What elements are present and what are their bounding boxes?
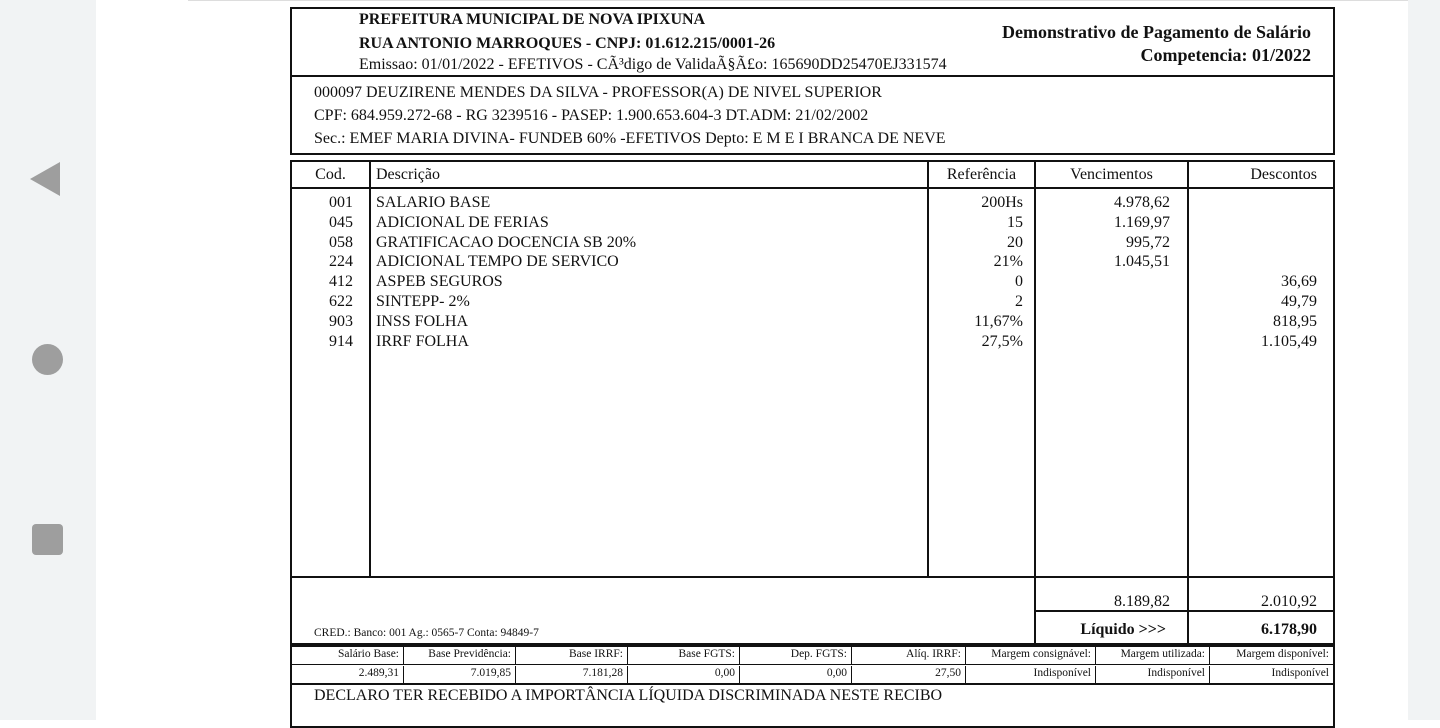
org-name: PREFEITURA MUNICIPAL DE NOVA IPIXUNA (359, 11, 706, 28)
base-label: Dep. FGTS: (740, 647, 852, 664)
row-vencimentos: 4.978,62 (1114, 194, 1170, 211)
row-cod: 412 (329, 273, 353, 290)
base-label: Margem disponível: (1236, 648, 1329, 660)
table-body-bottom (290, 576, 1335, 578)
home-circle-icon[interactable] (32, 344, 63, 375)
row-cod: 045 (329, 214, 353, 231)
liquido-label: Líquido >>> (1080, 621, 1166, 638)
row-descontos: 49,79 (1281, 293, 1317, 310)
row-descricao: SALARIO BASE (376, 194, 491, 211)
base-label: Margem consignável: (966, 647, 1096, 664)
row-descricao: INSS FOLHA (376, 313, 469, 330)
base-value: Indisponível (1096, 666, 1210, 683)
base-label: Base IRRF: (516, 647, 628, 664)
header-vencimentos: Vencimentos (1070, 166, 1153, 183)
row-vencimentos: 995,72 (1126, 234, 1170, 251)
row-descontos: 36,69 (1281, 273, 1317, 290)
header-cod: Cod. (315, 166, 346, 183)
base-value: 0,00 (740, 666, 852, 683)
header-referencia: Referência (946, 166, 1017, 183)
row-descontos: 1.105,49 (1261, 333, 1317, 350)
recents-square-icon[interactable] (32, 524, 63, 555)
row-descricao: ASPEB SEGUROS (376, 273, 503, 290)
employee-line-2: CPF: 684.959.272-68 - RG 3239516 - PASEP: 1.900.653.604-3 DT.ADM: 21/02/2002 (314, 107, 869, 124)
base-label: Base Previdência: (404, 647, 516, 664)
base-value: 27,50 (852, 666, 966, 683)
col-divider-cod (369, 160, 371, 578)
col-divider-venc (1187, 160, 1189, 645)
base-value: 7.181,28 (516, 666, 628, 683)
header-descricao: Descrição (376, 166, 440, 183)
declaration-text: DECLARO TER RECEBIDO A IMPORTÂNCIA LÍQUIDA DISCRIMINADA NESTE RECIBO (314, 687, 943, 704)
row-referencia: 21% (993, 253, 1023, 270)
base-value: 0,00 (628, 666, 740, 683)
row-referencia: 200Hs (981, 194, 1023, 211)
row-descricao: IRRF FOLHA (376, 333, 469, 350)
right-margin-bar (1408, 0, 1440, 720)
competencia: Competencia: 01/2022 (1140, 45, 1311, 65)
emission-line: Emissao: 01/01/2022 - EFETIVOS - CÃ³digo de ValidaÃ§Ã£o: 165690DD25470EJ331574 (359, 56, 947, 73)
back-triangle-icon[interactable] (30, 162, 60, 196)
total-vencimentos: 8.189,82 (1114, 593, 1170, 610)
row-referencia: 2 (1015, 293, 1023, 310)
bank-credit-info: CRED.: Banco: 001 Ag.: 0565-7 Conta: 94849-7 (314, 627, 539, 639)
row-referencia: 27,5% (981, 333, 1023, 350)
row-descricao: ADICIONAL TEMPO DE SERVICO (376, 253, 619, 270)
doc-title: Demonstrativo de Pagamento de Salário (1002, 22, 1311, 42)
base-label: Alíq. IRRF: (852, 647, 966, 664)
row-referencia: 15 (1007, 214, 1023, 231)
header-descontos: Descontos (1250, 166, 1317, 183)
row-descontos: 818,95 (1273, 313, 1317, 330)
base-value: Indisponível (1271, 667, 1329, 679)
table-header-divider (290, 187, 1335, 189)
row-descricao: ADICIONAL DE FERIAS (376, 214, 549, 231)
row-referencia: 0 (1015, 273, 1023, 290)
bases-mid-divider (290, 664, 1335, 665)
row-descricao: GRATIFICACAO DOCENCIA SB 20% (376, 234, 637, 251)
row-cod: 058 (329, 234, 353, 251)
row-cod: 224 (329, 253, 353, 270)
row-referencia: 20 (1007, 234, 1023, 251)
page-top-divider (188, 0, 1408, 1)
base-value: 7.019,85 (404, 666, 516, 683)
row-vencimentos: 1.169,97 (1114, 214, 1170, 231)
base-label: Margem utilizada: (1096, 647, 1210, 664)
row-descricao: SINTEPP- 2% (376, 293, 470, 310)
base-label: Salário Base: (292, 647, 404, 664)
total-descontos: 2.010,92 (1261, 593, 1317, 610)
employee-line-1: 000097 DEUZIRENE MENDES DA SILVA - PROFESSOR(A) DE NIVEL SUPERIOR (314, 84, 882, 101)
row-cod: 903 (329, 313, 353, 330)
base-value: 2.489,31 (292, 666, 404, 683)
base-label: Base FGTS: (628, 647, 740, 664)
base-value: Indisponível (966, 666, 1096, 683)
liquido-value: 6.178,90 (1261, 621, 1317, 638)
row-cod: 914 (329, 333, 353, 350)
left-nav-bar (0, 0, 96, 720)
address-cnpj: RUA ANTONIO MARROQUES - CNPJ: 01.612.215/0001-26 (359, 35, 776, 52)
row-vencimentos: 1.045,51 (1114, 253, 1170, 270)
employee-line-3: Sec.: EMEF MARIA DIVINA- FUNDEB 60% -EFETIVOS Depto: E M E I BRANCA DE NEVE (314, 130, 946, 147)
row-cod: 622 (329, 293, 353, 310)
row-cod: 001 (329, 194, 353, 211)
row-referencia: 11,67% (974, 313, 1023, 330)
